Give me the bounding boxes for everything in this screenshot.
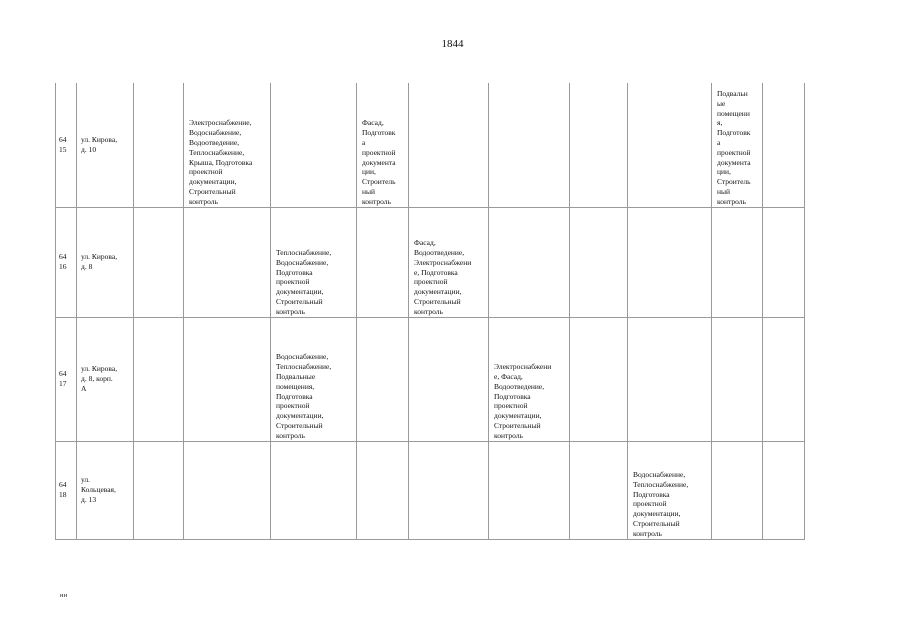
footer-mark: нн: [60, 592, 68, 599]
work-cell: [271, 83, 357, 207]
work-cell: [134, 317, 184, 441]
work-cell: [489, 441, 570, 539]
work-cell: [357, 441, 409, 539]
work-cell: [184, 441, 271, 539]
work-cell: [184, 317, 271, 441]
work-cell: [712, 207, 763, 317]
work-cell: Водоснабжение, Теплоснабжение, Подвальные помещения, Подготовка проектной документации, Строительный контроль: [271, 317, 357, 441]
address-cell: ул. Кирова, д. 10: [77, 83, 134, 207]
work-cell: Электроснабжение, Водоснабжение, Водоотведение, Теплоснабжение, Крыша, Подготовка проектной документации, Строительный контроль: [184, 83, 271, 207]
work-cell: [570, 317, 628, 441]
work-cell: [134, 207, 184, 317]
row-number: 64 16: [56, 207, 77, 317]
work-cell: [271, 441, 357, 539]
work-cell: [409, 83, 489, 207]
work-cell: [712, 317, 763, 441]
work-cell: [409, 441, 489, 539]
work-cell: Фасад, Водоотведение, Электроснабжени е, Подготовка проектной документации, Строительный контроль: [409, 207, 489, 317]
table-row: [56, 83, 805, 207]
table-row: [56, 207, 805, 317]
table-row: [56, 317, 805, 441]
work-cell: [628, 317, 712, 441]
work-cell: [570, 207, 628, 317]
address-cell: ул. Кольцевая, д. 13: [77, 441, 134, 539]
work-cell: [134, 441, 184, 539]
row-number: 64 18: [56, 441, 77, 539]
work-cell: [357, 207, 409, 317]
work-cell: [763, 441, 805, 539]
repair-schedule-table: [55, 83, 805, 540]
address-cell: ул. Кирова, д. 8, корп. А: [77, 317, 134, 441]
work-cell: [489, 207, 570, 317]
row-number: 64 17: [56, 317, 77, 441]
row-number: 64 15: [56, 83, 77, 207]
work-cell: [570, 441, 628, 539]
work-cell: [134, 83, 184, 207]
work-cell: [628, 83, 712, 207]
work-cell: [357, 317, 409, 441]
work-cell: [763, 83, 805, 207]
table-row: [56, 441, 805, 539]
work-cell: Электроснабжени е, Фасад, Водоотведение, Подготовка проектной документации, Строительный контроль: [489, 317, 570, 441]
work-cell: [712, 441, 763, 539]
page-number: 1844: [441, 38, 464, 50]
address-cell: ул. Кирова, д. 8: [77, 207, 134, 317]
work-cell: [409, 317, 489, 441]
work-cell: Теплоснабжение, Водоснабжение, Подготовка проектной документации, Строительный контроль: [271, 207, 357, 317]
work-cell: Фасад, Подготовк а проектной документа ции, Строитель ный контроль: [357, 83, 409, 207]
work-cell: Водоснабжение, Теплоснабжение, Подготовка проектной документации, Строительный контроль: [628, 441, 712, 539]
work-cell: [570, 83, 628, 207]
work-cell: [763, 207, 805, 317]
work-cell: [489, 83, 570, 207]
work-cell: Подвальн ые помещени я, Подготовк а проектной документа ции, Строитель ный контроль: [712, 83, 763, 207]
work-cell: [184, 207, 271, 317]
work-cell: [628, 207, 712, 317]
work-cell: [763, 317, 805, 441]
